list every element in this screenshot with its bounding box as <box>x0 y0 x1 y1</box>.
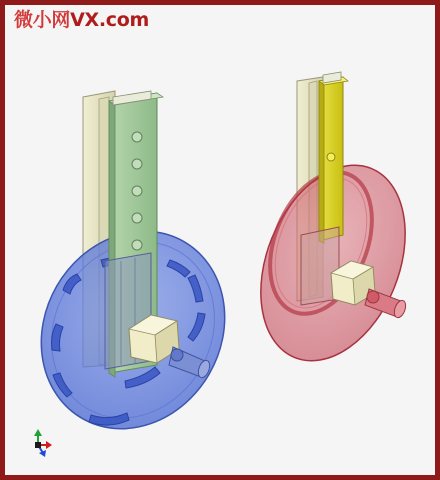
xyz-axis-triad-icon <box>34 429 52 457</box>
watermark-cjk-text: 微小网 <box>14 9 71 31</box>
left-assembly[interactable] <box>6 91 260 462</box>
cad-viewport[interactable] <box>5 5 435 475</box>
site-watermark <box>14 11 149 30</box>
right-assembly[interactable] <box>234 72 433 382</box>
watermark-latin-text: VX.com <box>70 9 149 31</box>
